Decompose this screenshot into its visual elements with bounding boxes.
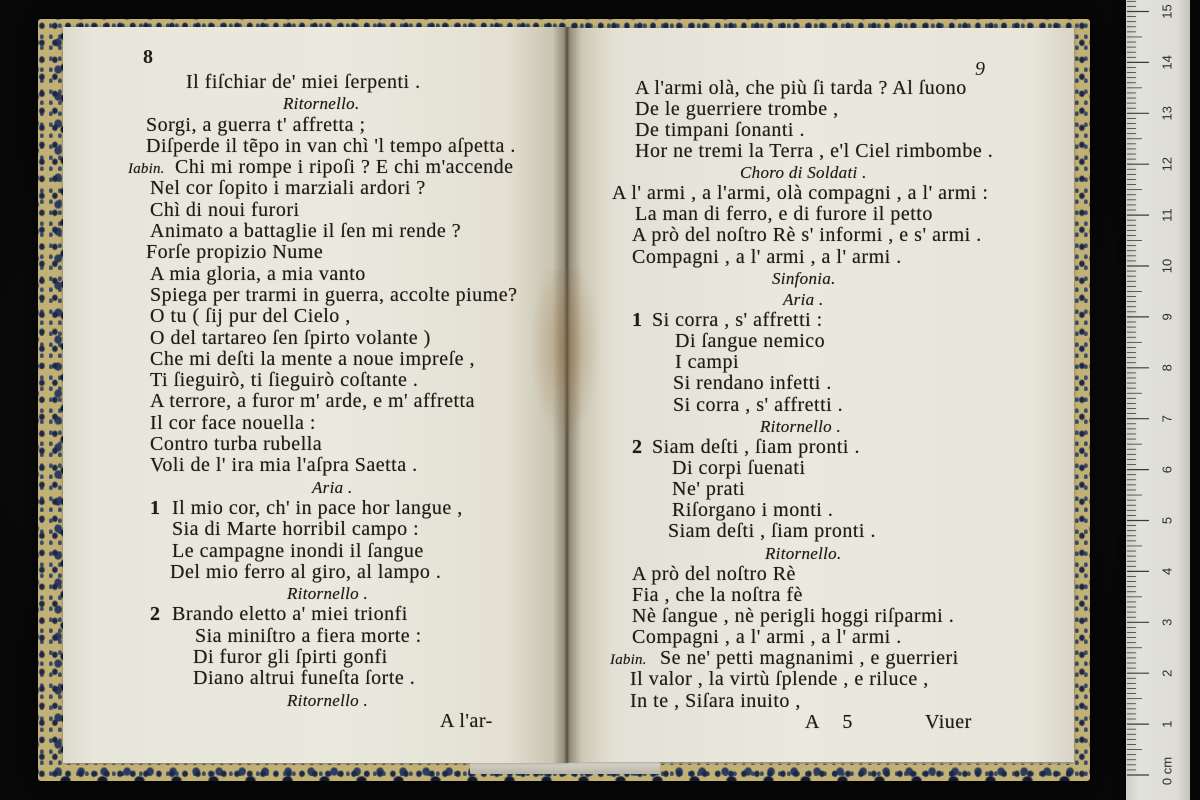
stanza-number: 2 xyxy=(150,603,161,626)
verse-line: Fia , che la noſtra fè xyxy=(632,583,803,606)
verse-line: Contro turba rubella xyxy=(150,433,323,456)
verse-line: A l' armi , a l'armi, olà compagni , a l' armi : xyxy=(612,182,989,205)
ruler-number: 14 xyxy=(1159,55,1175,70)
ruler-number: 13 xyxy=(1159,106,1175,121)
verse-text: Brando eletto a' miei trionfi xyxy=(172,603,408,626)
speaker-label: Iabin. xyxy=(128,161,165,178)
section-heading: Aria . xyxy=(312,477,353,497)
verse-line: Si rendano infetti . xyxy=(673,372,832,395)
verse-line: Di ſangue nemico xyxy=(675,330,826,353)
verse-line: O del tartareo ſen ſpirto volante ) xyxy=(150,326,431,349)
verse-line xyxy=(0,648,1072,669)
section-heading: Ritornello . xyxy=(760,416,842,436)
verse-line: A prò del noſtro Rè xyxy=(632,562,796,585)
verse-line: Diſperde il tẽpo in van chì 'l tempo aſpetta . xyxy=(146,134,516,157)
verse-text: Siam deſti , ſiam pronti . xyxy=(652,435,860,458)
ruler-number: 15 xyxy=(1159,4,1175,19)
ruler-unit-label: 0 cm xyxy=(1159,756,1175,786)
verse-line xyxy=(0,437,1072,458)
verse-line: Sia di Marte horribil campo : xyxy=(172,518,420,541)
verse-line: Animato a battaglie il ſen mi rende ? xyxy=(150,220,462,243)
verse-line: Sia miniſtro a fiera morte : xyxy=(195,624,422,647)
verse-line: Siam deſti , ſiam pronti . xyxy=(668,520,876,543)
catchword: Viuer xyxy=(925,710,972,733)
verse-line: De timpani ſonanti . xyxy=(635,118,805,141)
verse-line: O tu ( ſij pur del Cielo , xyxy=(150,305,351,328)
verse-line: Nel cor ſopito i marziali ardori ? xyxy=(150,177,426,200)
verse-line: Compagni , a l' armi , a l' armi . xyxy=(632,245,902,268)
verse-line: De le guerriere trombe , xyxy=(635,97,839,120)
verse-line: Ne' prati xyxy=(672,478,746,501)
verse-text: Si corra , s' affretti : xyxy=(652,309,823,332)
verse-line: I campi xyxy=(675,351,740,374)
verse-line: Il valor , la virtù ſplende , e riluce , xyxy=(630,668,929,691)
verse-text: Il mio cor, ch' in pace hor langue , xyxy=(172,496,463,519)
stanza-number: 2 xyxy=(632,435,643,458)
catchword: A l'ar- xyxy=(440,709,493,732)
signature-mark: A 5 xyxy=(805,710,853,733)
verse-line: Voli de l' ira mia l'aſpra Saetta . xyxy=(150,454,418,477)
speaker-label: Iabin. xyxy=(610,652,647,669)
verse-line: A mia gloria, a mia vanto xyxy=(150,262,366,285)
measuring-ruler xyxy=(1126,0,1190,800)
page-footer xyxy=(0,709,1072,733)
ruler-number: 4 xyxy=(1159,567,1175,576)
ruler-number: 2 xyxy=(1159,669,1175,677)
right-page-text xyxy=(0,78,1072,733)
ruler-number: 5 xyxy=(1159,516,1175,525)
ruler-number: 9 xyxy=(1159,313,1175,321)
verse-line: Il cor face nouella : xyxy=(150,411,316,434)
verse-line: In te , Siſara inuito , xyxy=(630,689,801,712)
verse-line: Riſorgano i monti . xyxy=(672,499,834,522)
verse-text: Se ne' petti magnanimi , e guerrieri xyxy=(660,647,959,670)
page-number-left: 8 xyxy=(143,46,153,68)
verse-line: Ti ſieguirò, ti ſieguirò coſtante . xyxy=(150,369,419,392)
ruler-number: 7 xyxy=(1159,415,1175,423)
ruler-scale xyxy=(1126,0,1190,800)
section-heading: Ritornello . xyxy=(287,690,369,710)
ruler-number: 10 xyxy=(1159,258,1175,274)
stanza-number: 1 xyxy=(150,496,161,519)
section-heading: Sinfonia. xyxy=(772,268,836,288)
verse-line: La man di ferro, e di furore il petto xyxy=(635,203,933,226)
verse-line: Forſe propizio Nume xyxy=(146,241,324,264)
section-heading: Ritornello . xyxy=(287,584,369,604)
verse-line: Del mio ferro al giro, al lampo . xyxy=(170,560,442,583)
verse-line: Che mi deſti la mente a noue impreſe , xyxy=(150,347,476,370)
ruler-number: 6 xyxy=(1159,465,1175,474)
stanza-number: 1 xyxy=(632,309,643,332)
verse-line: Chì di noui furori xyxy=(150,198,300,221)
verse-line: Il fiſchiar de' miei ſerpenti . xyxy=(186,71,421,93)
section-heading: Ritornello. xyxy=(765,543,842,563)
section-heading: Choro di Soldati . xyxy=(740,163,867,183)
verse-line: Spiega per trarmi in guerra, accolte piume? xyxy=(150,283,518,306)
verse-text: Chi mi rompe i ripoſi ? E chi m'accende xyxy=(175,156,514,179)
verse-line: Compagni , a l' armi , a l' armi . xyxy=(632,626,902,649)
verse-line: Si corra , s' affretti . xyxy=(673,393,844,416)
ruler-number: 3 xyxy=(1159,618,1175,626)
verse-line: Hor ne tremi la Terra , e'l Ciel rimbombe . xyxy=(635,139,994,162)
section-heading: Aria . xyxy=(783,289,824,309)
ruler-number: 1 xyxy=(1159,720,1175,728)
verse-line xyxy=(0,310,1072,331)
ruler-number: 8 xyxy=(1159,364,1175,372)
verse-line: Di corpi ſuenati xyxy=(672,457,806,480)
verse-line: Le campagne inondi il ſangue xyxy=(172,539,424,562)
verse-line: Sorgi, a guerra t' affretta ; xyxy=(146,113,366,136)
verse-line: A l'armi olà, che più ſi tarda ? Al ſuono xyxy=(635,76,967,99)
verse-line: A terrore, a furor m' arde, e m' affretta xyxy=(150,390,475,413)
verse-line: A prò del noſtro Rè s' informi , e s' armi . xyxy=(632,224,982,247)
ruler-number: 12 xyxy=(1159,156,1175,172)
page-number-right: 9 xyxy=(975,58,985,80)
verse-line: Di furor gli ſpirti gonfi xyxy=(193,646,388,669)
spine-headband xyxy=(470,762,660,774)
verse-line: Diano altrui funeſta ſorte . xyxy=(193,667,416,690)
verse-line: Nè ſangue , nè perigli hoggi riſparmi . xyxy=(632,605,955,628)
section-heading: Ritornello. xyxy=(283,94,360,114)
ruler-number: 11 xyxy=(1159,208,1175,222)
